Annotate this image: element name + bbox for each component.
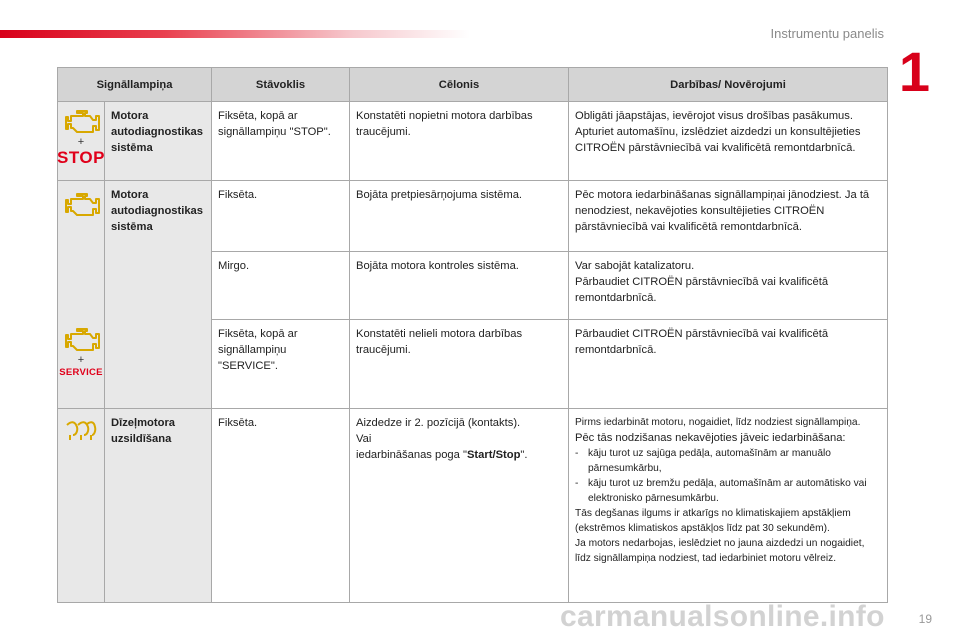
glow-plug-icon <box>64 421 98 441</box>
cause-line <box>356 447 562 463</box>
action-line: Pēc tās nodzišanas nekavējoties jāveic iedarbināšana: <box>575 432 846 444</box>
page-number: 19 <box>918 612 932 626</box>
action-cell: Obligāti jāapstājas, ievērojot visus drošības pasākumus. Apturiet automašīnu, izslēdziet aizdedzi un konsultējieties CITROËN pārstāvniecībā vai kvalificētā remontdarbnīcā. <box>569 102 888 181</box>
check-engine-icon <box>62 193 100 219</box>
action-cell <box>569 252 888 320</box>
service-lamp-icon: SERVICE <box>59 366 103 378</box>
cause-line: Aizdedze ir 2. pozīcijā (kontakts). <box>356 417 521 429</box>
chapter-number: 1 <box>898 40 930 103</box>
start-stop-button-name: Start/Stop <box>466 449 521 461</box>
action-cell <box>569 409 888 603</box>
list-item-text: kāju turot uz sajūga pedāļa, automašīnām ar manuālo pārnesumkārbu, <box>588 448 831 474</box>
table-row <box>58 102 888 181</box>
dash: - <box>575 478 579 489</box>
table-row <box>58 181 888 252</box>
action-line: Pārbaudiet CITROËN pārstāvniecībā vai kvalificētā remontdarbnīcā. <box>575 276 829 304</box>
table-header-row <box>58 68 888 102</box>
warning-lamps-table <box>57 67 888 603</box>
column-header: Signāllampiņa <box>58 68 212 102</box>
icon-cell <box>58 252 105 320</box>
icon-cell <box>58 320 105 409</box>
action-line: Tās degšanas ilgums ir atkarīgs no klimatiskajiem apstākļiem (ekstrēmos klimatiskos apstākļos līdz pat 30 sekundēm). <box>575 508 851 534</box>
list-item <box>575 446 881 476</box>
plus-sign: + <box>77 136 85 148</box>
action-line: Var sabojāt katalizatoru. <box>575 260 695 272</box>
cause-text: ". <box>520 449 528 461</box>
cause-text: iedarbināšanas poga " <box>356 449 467 461</box>
action-cell: Pēc motora iedarbināšanas signāllampiņai jānodziest. Ja tā nenodziest, nekavējoties konsultējieties CITROËN pārstāvniecībā vai kvalificētā remontdarbnīcā. <box>569 181 888 252</box>
lamp-name: Motora autodiagnostikas sistēma <box>105 102 212 181</box>
check-engine-icon <box>62 328 100 354</box>
state-cell: Fiksēta. <box>212 409 350 603</box>
cause-cell: Konstatēti nopietni motora darbības traucējumi. <box>350 102 569 181</box>
state-cell: Fiksēta, kopā ar signāllampiņu "STOP". <box>212 102 350 181</box>
action-cell: Pārbaudiet CITROËN pārstāvniecībā vai kvalificētā remontdarbnīcā. <box>569 320 888 409</box>
state-cell: Mirgo. <box>212 252 350 320</box>
check-engine-icon <box>62 110 100 136</box>
icon-cell <box>58 181 105 252</box>
action-line: Pirms iedarbināt motoru, nogaidiet, līdz nodziest signāllampiņa. <box>575 417 861 428</box>
plus-sign: + <box>77 353 85 366</box>
icon-cell <box>58 102 105 181</box>
cause-cell <box>350 409 569 603</box>
list-item-text: kāju turot uz bremžu pedāļa, automašīnām ar automātisko vai elektronisko pārnesumkārbu. <box>588 478 867 504</box>
list-item <box>575 476 881 506</box>
column-header: Darbības/ Novērojumi <box>569 68 888 102</box>
header-accent-bar <box>0 30 470 38</box>
cause-cell: Bojāta motora kontroles sistēma. <box>350 252 569 320</box>
icon-cell <box>58 409 105 603</box>
cause-cell: Bojāta pretpiesārņojuma sistēma. <box>350 181 569 252</box>
state-cell: Fiksēta. <box>212 181 350 252</box>
column-header: Cēlonis <box>350 68 569 102</box>
state-cell: Fiksēta, kopā ar signāllampiņu "SERVICE". <box>212 320 350 409</box>
lamp-name: Motora autodiagnostikas sistēma <box>105 181 212 409</box>
stop-lamp-icon: STOP <box>57 148 105 167</box>
section-title: Instrumentu panelis <box>770 26 884 41</box>
action-line: Ja motors nedarbojas, ieslēdziet no jauna aizdedzi un nogaidiet, līdz signāllampiņa nodziest, tad iedarbiniet motoru vēlreiz. <box>575 538 865 564</box>
column-header: Stāvoklis <box>212 68 350 102</box>
cause-line: Vai <box>356 433 372 445</box>
table-row <box>58 409 888 603</box>
dash: - <box>575 448 579 459</box>
lamp-name: Dīzeļmotora uzsildīšana <box>105 409 212 603</box>
cause-cell: Konstatēti nelieli motora darbības traucējumi. <box>350 320 569 409</box>
watermark: carmanualsonline.info <box>560 600 885 633</box>
